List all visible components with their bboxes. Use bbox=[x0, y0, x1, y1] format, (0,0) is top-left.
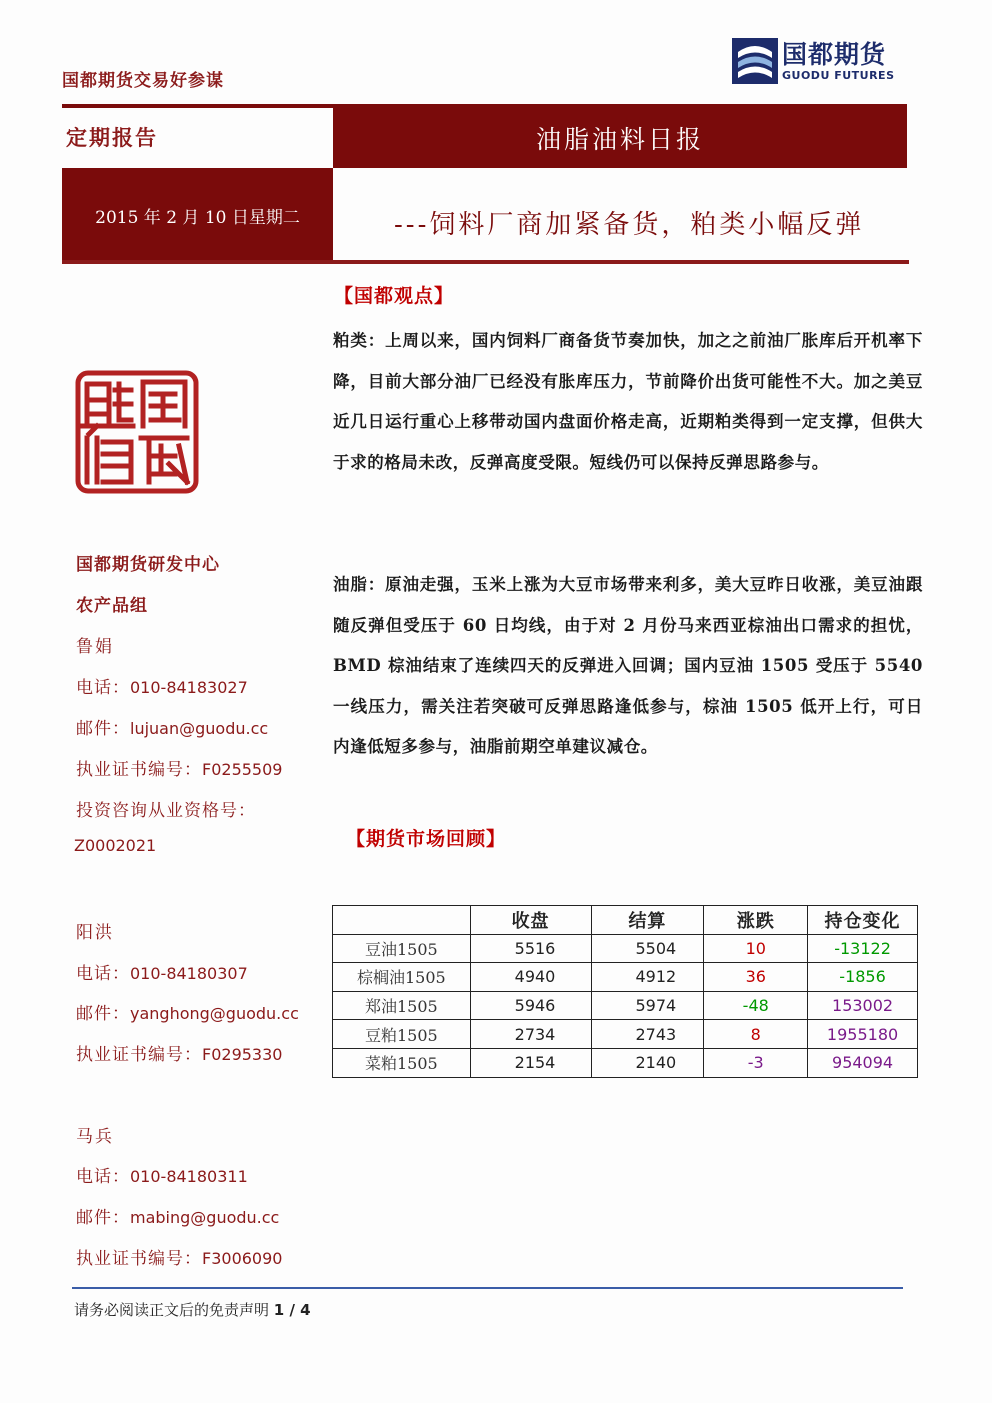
column-header: 持仓变化 bbox=[808, 906, 918, 935]
view-heading: 【国都观点】 bbox=[334, 285, 455, 307]
disclaimer-notice[interactable]: 请务必阅读正文后的免责声明 bbox=[74, 1301, 270, 1319]
analyst-name: 鲁娟 bbox=[76, 637, 114, 657]
analyst-phone: 电话：010-84183027 bbox=[76, 678, 248, 698]
price-change: -48 bbox=[704, 991, 808, 1020]
price-change: 36 bbox=[704, 963, 808, 992]
settle-price: 5504 bbox=[591, 934, 704, 963]
analyst-cert: 执业证书编号：F0295330 bbox=[76, 1045, 283, 1065]
contract-name: 豆油1505 bbox=[333, 934, 471, 963]
tagline: 国都期货交易好参谋 bbox=[62, 71, 224, 91]
report-title: 油脂油料日报 bbox=[535, 125, 704, 154]
date-banner bbox=[62, 168, 333, 262]
settle-price: 5974 bbox=[591, 991, 704, 1020]
company-logo bbox=[732, 38, 907, 84]
logo-chinese-name: 国都期货 bbox=[782, 39, 887, 69]
table-row bbox=[333, 963, 918, 992]
logo-english-name: GUODU FUTURES bbox=[782, 68, 895, 82]
table-header-row bbox=[333, 906, 918, 935]
analyst-phone: 电话：010-84180307 bbox=[76, 964, 248, 984]
footer bbox=[74, 1299, 311, 1320]
open-interest-change: -1856 bbox=[808, 963, 918, 992]
close-price: 4940 bbox=[470, 963, 591, 992]
open-interest-change: -13122 bbox=[808, 934, 918, 963]
analyst-cert: 执业证书编号：F0255509 bbox=[76, 760, 283, 780]
contract-name: 郑油1505 bbox=[333, 991, 471, 1020]
table-row bbox=[333, 1048, 918, 1077]
analyst-cert: 执业证书编号：F3006090 bbox=[76, 1249, 283, 1269]
analyst-email[interactable]: 邮件：yanghong@guodu.cc bbox=[76, 1004, 299, 1024]
price-change: 10 bbox=[704, 934, 808, 963]
table-row bbox=[333, 1020, 918, 1049]
column-header: 涨跌 bbox=[704, 906, 808, 935]
market-heading: 【期货市场回顾】 bbox=[346, 828, 507, 850]
open-interest-change: 153002 bbox=[808, 991, 918, 1020]
oil-commentary: 油脂：原油走强，玉米上涨为大豆市场带来利多，美大豆昨日收涨，美豆油跟随反弹但受压于 60 日均线，由于对 2 月份马来西亚棕油出口需求的担忧，BMD 棕油结束了连续四天的反弹进入回调；国内豆油 1505 受压于 5540 一线压力，需关注若突破可反弹思路逢低参与，棕油 1505 低开上行，可日内逢低短多参与，油脂前期空单建议减仓。 bbox=[333, 575, 923, 757]
analyst-phone: 电话：010-84180311 bbox=[76, 1167, 248, 1187]
open-interest-change: 954094 bbox=[808, 1048, 918, 1077]
close-price: 5946 bbox=[470, 991, 591, 1020]
open-interest-change: 1955180 bbox=[808, 1020, 918, 1049]
analyst-email[interactable]: 邮件：mabing@guodu.cc bbox=[76, 1208, 280, 1228]
close-price: 5516 bbox=[470, 934, 591, 963]
analyst-name: 马兵 bbox=[76, 1127, 114, 1147]
analyst-qualification-label: 投资咨询从业资格号： bbox=[76, 801, 256, 821]
table-row bbox=[333, 934, 918, 963]
market-table bbox=[332, 905, 918, 1078]
report-type: 定期报告 bbox=[66, 125, 158, 150]
report-subtitle: ---饲料厂商加紧备货，粕类小幅反弹 bbox=[394, 210, 865, 240]
page-number: 1 / 4 bbox=[273, 1301, 311, 1319]
settle-price: 2743 bbox=[591, 1020, 704, 1049]
price-change: -3 bbox=[704, 1048, 808, 1077]
analyst-name: 阳洪 bbox=[76, 923, 114, 943]
banner-bottom-rule bbox=[62, 260, 909, 264]
price-change: 8 bbox=[704, 1020, 808, 1049]
close-price: 2154 bbox=[470, 1048, 591, 1077]
table-row bbox=[333, 991, 918, 1020]
analyst-qualification: Z0002021 bbox=[74, 836, 157, 855]
analyst-email[interactable]: 邮件：lujuan@guodu.cc bbox=[76, 719, 269, 739]
column-header: 收盘 bbox=[470, 906, 591, 935]
column-header: 结算 bbox=[591, 906, 704, 935]
contract-name: 豆粕1505 bbox=[333, 1020, 471, 1049]
contract-name: 棕榈油1505 bbox=[333, 963, 471, 992]
research-center: 国都期货研发中心 bbox=[76, 555, 220, 575]
footer-rule bbox=[72, 1287, 903, 1289]
research-group: 农产品组 bbox=[76, 596, 148, 616]
close-price: 2734 bbox=[470, 1020, 591, 1049]
settle-price: 4912 bbox=[591, 963, 704, 992]
report-date: 2015 年 2 月 10 日星期二 bbox=[95, 207, 300, 228]
contract-name: 菜粕1505 bbox=[333, 1048, 471, 1077]
column-header bbox=[333, 906, 471, 935]
settle-price: 2140 bbox=[591, 1048, 704, 1077]
title-banner bbox=[333, 108, 907, 168]
seal-stamp-icon bbox=[75, 370, 199, 494]
guodu-logo-icon bbox=[732, 38, 778, 84]
meal-commentary: 粕类：上周以来，国内饲料厂商备货节奏加快，加之之前油厂胀库后开机率下降，目前大部分油厂已经没有胀库压力，节前降价出货可能性不大。加之美豆近几日运行重心上移带动国内盘面价格走高，近期粕类得到一定支撑，但供大于求的格局未改，反弹高度受限。短线仍可以保持反弹思路参与。 bbox=[333, 331, 923, 472]
